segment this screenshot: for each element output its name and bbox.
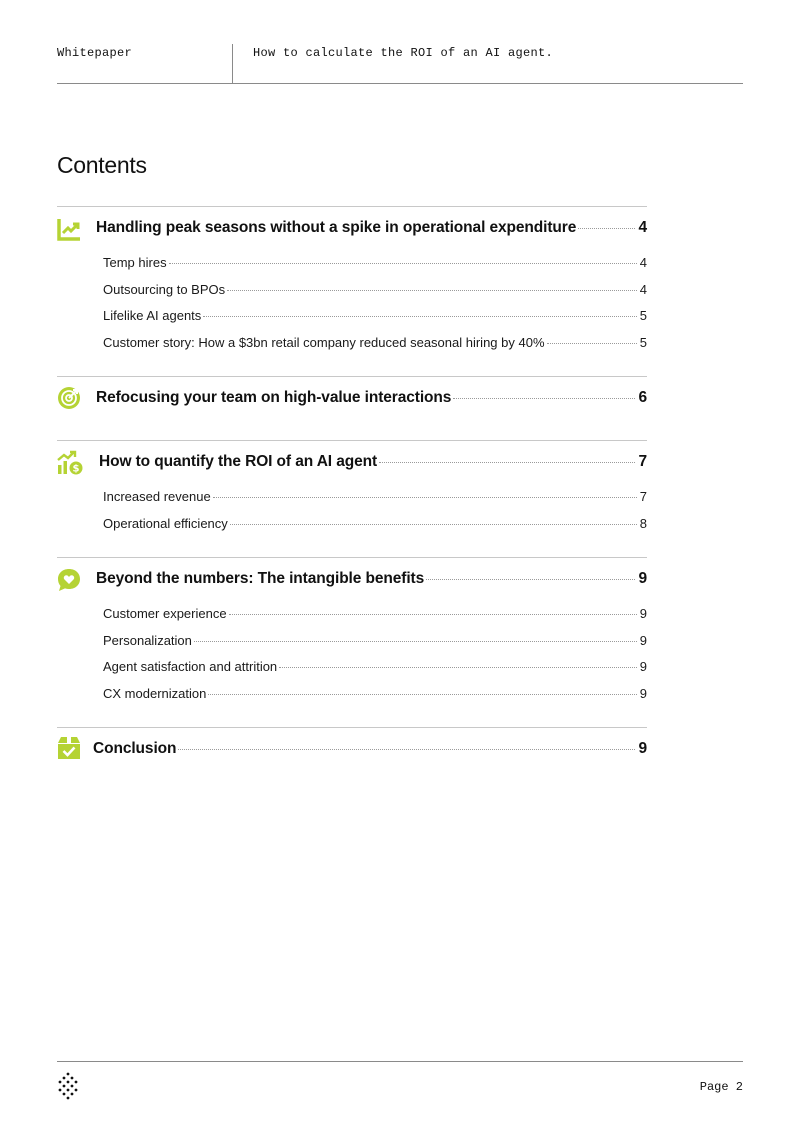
leader-dots bbox=[178, 749, 635, 750]
leader-dots bbox=[208, 694, 636, 695]
subsection-title: Temp hires bbox=[103, 255, 167, 270]
page-header bbox=[57, 44, 743, 84]
page-number: 4 bbox=[638, 219, 647, 236]
doc-title: How to calculate the ROI of an AI agent. bbox=[253, 46, 554, 60]
page-number: 6 bbox=[638, 389, 647, 406]
toc-entry-peak-seasons[interactable] bbox=[96, 219, 647, 237]
page-number: 7 bbox=[639, 489, 647, 504]
section-title: Handling peak seasons without a spike in operational expenditure bbox=[96, 219, 577, 236]
doc-type-label: Whitepaper bbox=[57, 46, 133, 60]
toc-entry-refocusing[interactable] bbox=[96, 389, 647, 407]
toc-entry-intangible-benefits[interactable] bbox=[96, 570, 647, 588]
toc-subentry-agent-satisfaction[interactable] bbox=[103, 659, 647, 674]
leader-dots bbox=[279, 667, 637, 668]
toc-subentry-personalization[interactable] bbox=[103, 633, 647, 648]
page-number: 8 bbox=[639, 515, 647, 531]
dot-grid-logo-icon bbox=[57, 1072, 79, 1100]
leader-dots bbox=[578, 228, 635, 229]
page-number: 9 bbox=[638, 740, 647, 757]
leader-dots bbox=[230, 524, 637, 525]
leader-dots bbox=[194, 641, 637, 642]
page-number: 9 bbox=[639, 685, 647, 701]
leader-dots bbox=[203, 316, 636, 317]
section-title: Beyond the numbers: The intangible benefits bbox=[96, 570, 425, 587]
subsection-title: Personalization bbox=[103, 632, 192, 648]
subsection-title: Outsourcing to BPOs bbox=[103, 281, 226, 297]
page-number: 9 bbox=[639, 659, 647, 674]
toc-subentry-operational-efficiency[interactable] bbox=[103, 516, 647, 531]
page-number-label: Page 2 bbox=[699, 1080, 743, 1094]
page-number: 4 bbox=[639, 255, 647, 270]
page-number: 7 bbox=[638, 453, 647, 470]
toc-entry-conclusion[interactable] bbox=[93, 740, 647, 758]
leader-dots bbox=[426, 579, 635, 580]
toc-section bbox=[57, 727, 647, 775]
svg-text:$: $ bbox=[72, 463, 80, 475]
subsection-title: Customer story: How a $3bn retail company reduced seasonal hiring by 40% bbox=[103, 334, 545, 350]
leader-dots bbox=[213, 497, 637, 498]
box-check-icon bbox=[57, 736, 81, 760]
subsection-title: Agent satisfaction and attrition bbox=[103, 659, 278, 674]
leader-dots bbox=[453, 398, 635, 399]
toc-subentry-temp-hires[interactable] bbox=[103, 255, 647, 270]
toc-section bbox=[57, 376, 647, 440]
page-number: 9 bbox=[639, 606, 647, 621]
page-number: 5 bbox=[639, 308, 647, 323]
toc-subentry-cx-modernization[interactable] bbox=[103, 686, 647, 701]
page-number: 5 bbox=[639, 334, 647, 350]
page-number: 9 bbox=[638, 570, 647, 587]
toc-subentry-increased-revenue[interactable] bbox=[103, 489, 647, 504]
section-title: Refocusing your team on high-value interactions bbox=[96, 389, 452, 406]
header-divider bbox=[232, 44, 233, 84]
leader-dots bbox=[169, 263, 637, 264]
subsection-title: Operational efficiency bbox=[103, 515, 228, 531]
leader-dots bbox=[227, 290, 637, 291]
leader-dots bbox=[547, 343, 637, 344]
toc-subentry-customer-story[interactable] bbox=[103, 335, 647, 350]
leader-dots bbox=[229, 614, 637, 615]
growth-dollar-icon bbox=[57, 450, 81, 474]
toc-section bbox=[57, 440, 647, 557]
target-arrow-icon bbox=[57, 386, 81, 410]
section-title: Conclusion bbox=[93, 740, 177, 757]
page-number: 4 bbox=[639, 281, 647, 297]
toc-subentry-ai-agents[interactable] bbox=[103, 308, 647, 323]
toc-section bbox=[57, 557, 647, 727]
toc-subentry-customer-experience[interactable] bbox=[103, 606, 647, 621]
page-footer bbox=[57, 1061, 743, 1101]
toc-section bbox=[57, 206, 647, 376]
contents-title: Contents bbox=[57, 152, 147, 178]
subsection-title: Increased revenue bbox=[103, 489, 211, 504]
toc-subentry-outsourcing[interactable] bbox=[103, 282, 647, 297]
page-number: 9 bbox=[639, 632, 647, 648]
toc-entry-quantify-roi[interactable] bbox=[99, 453, 647, 471]
subsection-title: Customer experience bbox=[103, 606, 227, 621]
subsection-title: CX modernization bbox=[103, 685, 207, 701]
heart-chat-icon bbox=[57, 568, 81, 592]
subsection-title: Lifelike AI agents bbox=[103, 308, 202, 323]
leader-dots bbox=[379, 462, 635, 463]
table-of-contents bbox=[57, 206, 647, 775]
trend-chart-icon bbox=[57, 217, 81, 241]
section-title: How to quantify the ROI of an AI agent bbox=[99, 453, 378, 470]
